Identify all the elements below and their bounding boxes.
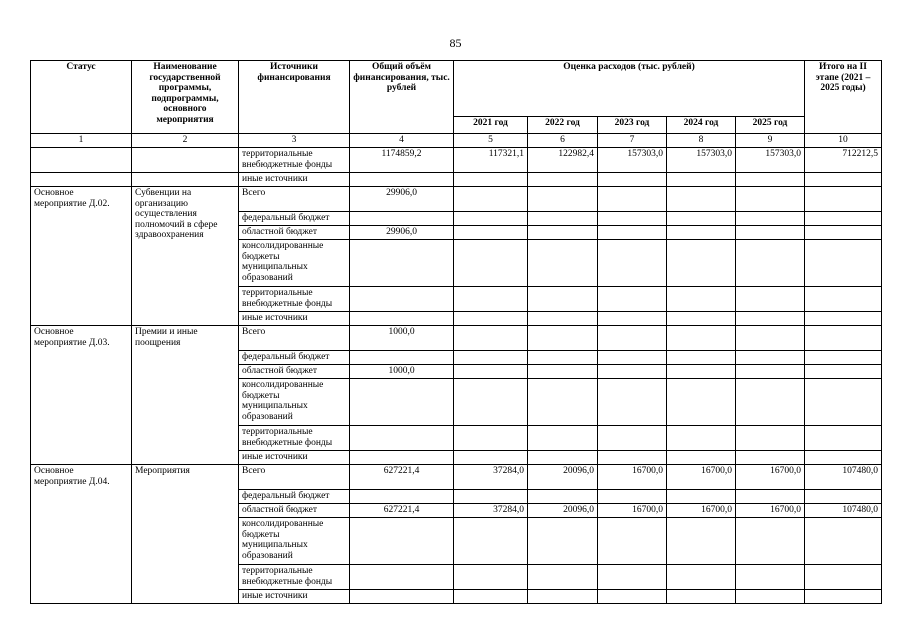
- stage-total-cell: [805, 365, 882, 379]
- year-value-cell: [667, 287, 736, 312]
- total-cell: [350, 173, 454, 187]
- column-number: 1: [31, 134, 132, 148]
- status-cell-empty: [31, 173, 132, 187]
- year-value-cell: [598, 173, 667, 187]
- year-value-cell: [454, 326, 528, 351]
- year-value-cell: [736, 490, 805, 504]
- year-value-cell: [736, 451, 805, 465]
- year-value-cell: [736, 212, 805, 226]
- total-cell: [350, 490, 454, 504]
- year-value-cell: [736, 590, 805, 604]
- column-number: 2: [132, 134, 239, 148]
- year-value-cell: 16700,0: [736, 504, 805, 518]
- header-status: Статус: [31, 61, 132, 134]
- year-value-cell: [528, 326, 598, 351]
- column-number: 9: [736, 134, 805, 148]
- header-year: 2023 год: [598, 117, 667, 134]
- year-value-cell: [667, 365, 736, 379]
- total-cell: [350, 351, 454, 365]
- year-value-cell: [598, 240, 667, 287]
- year-value-cell: [598, 326, 667, 351]
- year-value-cell: [736, 365, 805, 379]
- year-value-cell: [667, 351, 736, 365]
- year-value-cell: [454, 518, 528, 565]
- year-value-cell: [598, 226, 667, 240]
- year-value-cell: [736, 226, 805, 240]
- source-cell: консолидированные бюджеты муниципальных образований: [239, 518, 350, 565]
- source-cell: областной бюджет: [239, 504, 350, 518]
- source-cell: Всего: [239, 187, 350, 212]
- year-value-cell: [736, 351, 805, 365]
- total-cell: 29906,0: [350, 187, 454, 212]
- year-value-cell: [528, 518, 598, 565]
- year-value-cell: [454, 351, 528, 365]
- table-row: [31, 326, 882, 351]
- year-value-cell: [736, 326, 805, 351]
- source-cell: областной бюджет: [239, 226, 350, 240]
- year-value-cell: [667, 490, 736, 504]
- total-cell: [350, 379, 454, 426]
- year-value-cell: [598, 351, 667, 365]
- total-cell: [350, 212, 454, 226]
- year-value-cell: [454, 226, 528, 240]
- source-cell: иные источники: [239, 173, 350, 187]
- total-cell: [350, 312, 454, 326]
- header-total-volume: Общий объём финансирования, тыс. рублей: [350, 61, 454, 134]
- total-cell: [350, 426, 454, 451]
- stage-total-cell: 107480,0: [805, 465, 882, 490]
- year-value-cell: [667, 590, 736, 604]
- stage-total-cell: [805, 379, 882, 426]
- year-value-cell: 157303,0: [736, 148, 805, 173]
- year-value-cell: [736, 379, 805, 426]
- total-cell: [350, 287, 454, 312]
- year-value-cell: [454, 187, 528, 212]
- source-cell: иные источники: [239, 590, 350, 604]
- year-value-cell: [736, 187, 805, 212]
- year-value-cell: [598, 287, 667, 312]
- year-value-cell: 37284,0: [454, 465, 528, 490]
- total-cell: [350, 590, 454, 604]
- year-value-cell: [667, 173, 736, 187]
- year-value-cell: [528, 490, 598, 504]
- source-cell: территориальные внебюджетные фонды: [239, 148, 350, 173]
- year-value-cell: [736, 173, 805, 187]
- year-value-cell: 16700,0: [667, 504, 736, 518]
- year-value-cell: [454, 240, 528, 287]
- source-cell: территориальные внебюджетные фонды: [239, 426, 350, 451]
- year-value-cell: [667, 240, 736, 287]
- header-sources: Источники финансирования: [239, 61, 350, 134]
- year-value-cell: [598, 518, 667, 565]
- year-value-cell: [528, 240, 598, 287]
- page-number: 85: [449, 36, 462, 50]
- year-value-cell: [454, 590, 528, 604]
- year-value-cell: 16700,0: [598, 465, 667, 490]
- stage-total-cell: [805, 490, 882, 504]
- year-value-cell: [736, 240, 805, 287]
- year-value-cell: [598, 590, 667, 604]
- year-value-cell: [598, 212, 667, 226]
- year-value-cell: [736, 518, 805, 565]
- header-year: 2022 год: [528, 117, 598, 134]
- year-value-cell: [454, 426, 528, 451]
- year-value-cell: [528, 287, 598, 312]
- column-number: 5: [454, 134, 528, 148]
- total-cell: [350, 451, 454, 465]
- stage-total-cell: [805, 226, 882, 240]
- year-value-cell: 157303,0: [598, 148, 667, 173]
- source-cell: иные источники: [239, 451, 350, 465]
- year-value-cell: 20096,0: [528, 504, 598, 518]
- year-value-cell: [598, 426, 667, 451]
- measure-status: Основное мероприятие Д.02.: [31, 187, 132, 326]
- year-value-cell: [736, 565, 805, 590]
- stage-total-cell: [805, 518, 882, 565]
- source-cell: консолидированные бюджеты муниципальных образований: [239, 240, 350, 287]
- total-cell: 627221,4: [350, 465, 454, 490]
- year-value-cell: [454, 287, 528, 312]
- stage-total-cell: [805, 426, 882, 451]
- header-stage-total: Итого на II этапе (2021 – 2025 годы): [805, 61, 882, 134]
- stage-total-cell: [805, 312, 882, 326]
- year-value-cell: [667, 187, 736, 212]
- source-cell: федеральный бюджет: [239, 212, 350, 226]
- year-value-cell: 122982,4: [528, 148, 598, 173]
- year-value-cell: [667, 212, 736, 226]
- column-numbers-row: [31, 134, 882, 148]
- year-value-cell: 16700,0: [736, 465, 805, 490]
- year-value-cell: [736, 426, 805, 451]
- total-cell: 1000,0: [350, 365, 454, 379]
- year-value-cell: [528, 187, 598, 212]
- year-value-cell: [598, 565, 667, 590]
- source-cell: областной бюджет: [239, 365, 350, 379]
- table-body: [31, 148, 882, 604]
- year-value-cell: [667, 451, 736, 465]
- column-number: 8: [667, 134, 736, 148]
- year-value-cell: [454, 490, 528, 504]
- year-value-cell: [598, 379, 667, 426]
- year-value-cell: [667, 565, 736, 590]
- stage-total-cell: [805, 326, 882, 351]
- year-value-cell: 16700,0: [667, 465, 736, 490]
- year-value-cell: [598, 451, 667, 465]
- year-value-cell: [528, 173, 598, 187]
- header-cost-estimate: Оценка расходов (тыс. рублей): [454, 61, 805, 117]
- header-year: 2025 год: [736, 117, 805, 134]
- column-number: 10: [805, 134, 882, 148]
- year-value-cell: 157303,0: [667, 148, 736, 173]
- stage-total-cell: 107480,0: [805, 504, 882, 518]
- year-value-cell: [667, 518, 736, 565]
- total-cell: [350, 518, 454, 565]
- status-cell-empty: [31, 148, 132, 173]
- stage-total-cell: [805, 565, 882, 590]
- year-value-cell: 37284,0: [454, 504, 528, 518]
- source-cell: территориальные внебюджетные фонды: [239, 565, 350, 590]
- year-value-cell: [528, 451, 598, 465]
- stage-total-cell: [805, 212, 882, 226]
- year-value-cell: [454, 379, 528, 426]
- year-value-cell: [528, 426, 598, 451]
- year-value-cell: [528, 365, 598, 379]
- year-value-cell: [736, 287, 805, 312]
- header-year: 2021 год: [454, 117, 528, 134]
- source-cell: Всего: [239, 326, 350, 351]
- year-value-cell: 16700,0: [598, 504, 667, 518]
- year-value-cell: [598, 187, 667, 212]
- budget-table: [30, 60, 882, 604]
- stage-total-cell: [805, 287, 882, 312]
- year-value-cell: [598, 312, 667, 326]
- total-cell: 627221,4: [350, 504, 454, 518]
- column-number: 6: [528, 134, 598, 148]
- year-value-cell: 117321,1: [454, 148, 528, 173]
- year-value-cell: [528, 565, 598, 590]
- year-value-cell: [454, 312, 528, 326]
- measure-name: Субвенции на организацию осуществления полномочий в сфере здравоохранения: [132, 187, 239, 326]
- source-cell: федеральный бюджет: [239, 351, 350, 365]
- program-name-cell-empty: [132, 148, 239, 173]
- source-cell: территориальные внебюджетные фонды: [239, 287, 350, 312]
- stage-total-cell: [805, 187, 882, 212]
- year-value-cell: [454, 565, 528, 590]
- year-value-cell: [598, 365, 667, 379]
- total-cell: [350, 565, 454, 590]
- year-value-cell: [667, 326, 736, 351]
- year-value-cell: [454, 365, 528, 379]
- year-value-cell: [528, 590, 598, 604]
- total-cell: 29906,0: [350, 226, 454, 240]
- year-value-cell: [528, 379, 598, 426]
- column-number: 7: [598, 134, 667, 148]
- source-cell: иные источники: [239, 312, 350, 326]
- year-value-cell: [667, 226, 736, 240]
- source-cell: федеральный бюджет: [239, 490, 350, 504]
- stage-total-cell: [805, 590, 882, 604]
- stage-total-cell: [805, 240, 882, 287]
- year-value-cell: 20096,0: [528, 465, 598, 490]
- year-value-cell: [667, 312, 736, 326]
- stage-total-cell: [805, 451, 882, 465]
- year-value-cell: [454, 212, 528, 226]
- year-value-cell: [736, 312, 805, 326]
- year-value-cell: [528, 226, 598, 240]
- total-cell: [350, 240, 454, 287]
- measure-status: Основное мероприятие Д.03.: [31, 326, 132, 465]
- year-value-cell: [528, 212, 598, 226]
- source-cell: консолидированные бюджеты муниципальных образований: [239, 379, 350, 426]
- year-value-cell: [454, 451, 528, 465]
- total-cell: 1000,0: [350, 326, 454, 351]
- table-row: [31, 465, 882, 490]
- year-value-cell: [454, 173, 528, 187]
- stage-total-cell: [805, 173, 882, 187]
- year-value-cell: [598, 490, 667, 504]
- year-value-cell: [528, 312, 598, 326]
- measure-name: Мероприятия: [132, 465, 239, 604]
- column-number: 4: [350, 134, 454, 148]
- header-program-name: Наименование государственной программы, подпрограммы, основного мероприятия: [132, 61, 239, 134]
- header-year: 2024 год: [667, 117, 736, 134]
- source-cell: Всего: [239, 465, 350, 490]
- table-row: [31, 173, 882, 187]
- measure-name: Премии и иные поощрения: [132, 326, 239, 465]
- year-value-cell: [667, 379, 736, 426]
- year-value-cell: [528, 351, 598, 365]
- table-row: [31, 187, 882, 212]
- year-value-cell: [667, 426, 736, 451]
- program-name-cell-empty: [132, 173, 239, 187]
- stage-total-cell: 712212,5: [805, 148, 882, 173]
- stage-total-cell: [805, 351, 882, 365]
- column-number: 3: [239, 134, 350, 148]
- table-row: [31, 148, 882, 173]
- measure-status: Основное мероприятие Д.04.: [31, 465, 132, 604]
- total-cell: 1174859,2: [350, 148, 454, 173]
